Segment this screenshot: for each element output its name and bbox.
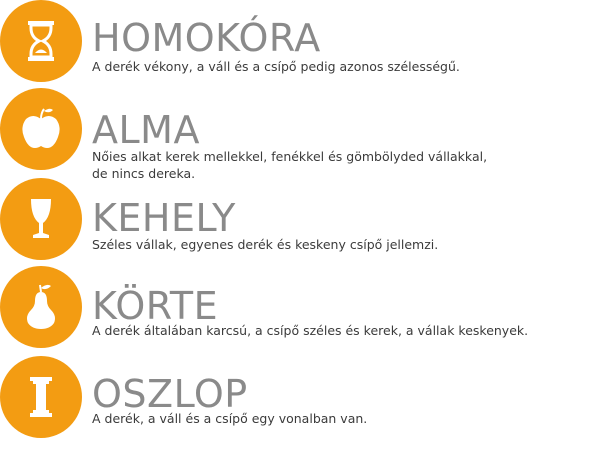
body-type-hourglass: [0, 0, 600, 84]
body-type-description: A derék, a váll és a csípő egy vonalban van.: [92, 411, 368, 426]
apple-icon: [13, 101, 69, 157]
description-line: de nincs dereka.: [92, 166, 196, 181]
goblet-icon-badge: [0, 178, 82, 260]
goblet-icon: [13, 191, 69, 247]
pear-icon: [13, 279, 69, 335]
body-type-description: A derék általában karcsú, a csípő széles és kerek, a vállak keskenyek.: [92, 323, 529, 338]
body-type-title: HOMOKÓRA: [92, 16, 321, 60]
body-type-description: A derék vékony, a váll és a csípő pedig azonos szélességű.: [92, 59, 460, 74]
body-type-title: KEHELY: [92, 196, 236, 240]
pear-icon-badge: [0, 266, 82, 348]
body-type-apple: [0, 88, 600, 181]
hourglass-icon: [13, 13, 69, 69]
hourglass-icon-badge: [0, 0, 82, 82]
body-type-title: KÖRTE: [92, 284, 219, 328]
body-type-description: [92, 148, 592, 182]
body-type-goblet: [0, 178, 600, 262]
column-icon: [13, 369, 69, 425]
body-type-description: Széles vállak, egyenes derék és keskeny csípő jellemzi.: [92, 237, 439, 252]
column-icon-badge: [0, 356, 82, 438]
body-type-title: OSZLOP: [92, 372, 248, 416]
body-type-title: ALMA: [92, 108, 200, 152]
description-line: Nőies alkat kerek mellekkel, fenékkel és gömbölyded vállakkal,: [92, 149, 488, 164]
body-type-column: [0, 356, 600, 440]
apple-icon-badge: [0, 88, 82, 170]
body-type-pear: [0, 266, 600, 350]
